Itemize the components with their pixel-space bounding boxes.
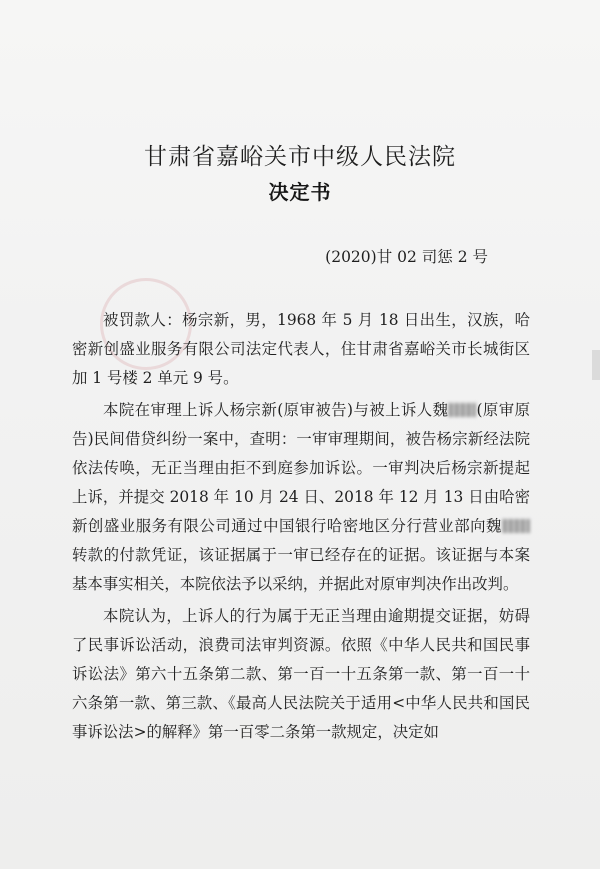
court-name: 甘肃省嘉峪关市中级人民法院 (144, 144, 456, 170)
paragraph-court-opinion (72, 602, 530, 747)
paragraph-text: 本院在审理上诉人杨宗新(原审被告)与被上诉人魏 (103, 401, 449, 419)
paragraph-text: 被罚款人：杨宗新，男，1968 年 5 月 18 日出生，汉族，哈密新创盛业服务有限公司法定代表人，住甘肃省嘉峪关市长城街区加 1 号楼 2 单元 9 号。 (72, 311, 530, 387)
redacted-name (502, 519, 530, 533)
document-body (72, 306, 530, 747)
paragraph-text: (原审原告)民间借贷纠纷一案中，查明：一审审理期间，被告杨宗新经法院依法传唤，无正当理由拒不到庭参加诉讼。一审判决后杨宗新提起上诉，并提交 2018 年 10 月 24 日、2018 年 12 月 13 日由哈密新创盛业服务有限公司通过中国银行哈密地区分行营业部向魏 (72, 401, 530, 535)
case-number: (2020)甘 02 司惩 2 号 (325, 248, 488, 266)
document-title: 决定书 (268, 180, 332, 204)
page-edge-mark (592, 350, 600, 380)
paragraph-party-info (72, 306, 530, 393)
paragraph-facts (72, 396, 530, 599)
redacted-name (448, 403, 476, 417)
paragraph-text: 本院认为，上诉人的行为属于无正当理由逾期提交证据，妨碍了民事诉讼活动，浪费司法审判资源。依照《中华人民共和国民事诉讼法》第六十五条第二款、第一百一十五条第一款、第一百一十六条第一款、第三款、《最高人民法院关于适用<中华人民共和国民事诉讼法>的解释》第一百零二条第一款规定，决定如 (72, 607, 530, 741)
paragraph-text: 转款的付款凭证，该证据属于一审已经存在的证据。该证据与本案基本事实相关，本院依法予以采纳，并据此对原审判决作出改判。 (72, 546, 530, 593)
